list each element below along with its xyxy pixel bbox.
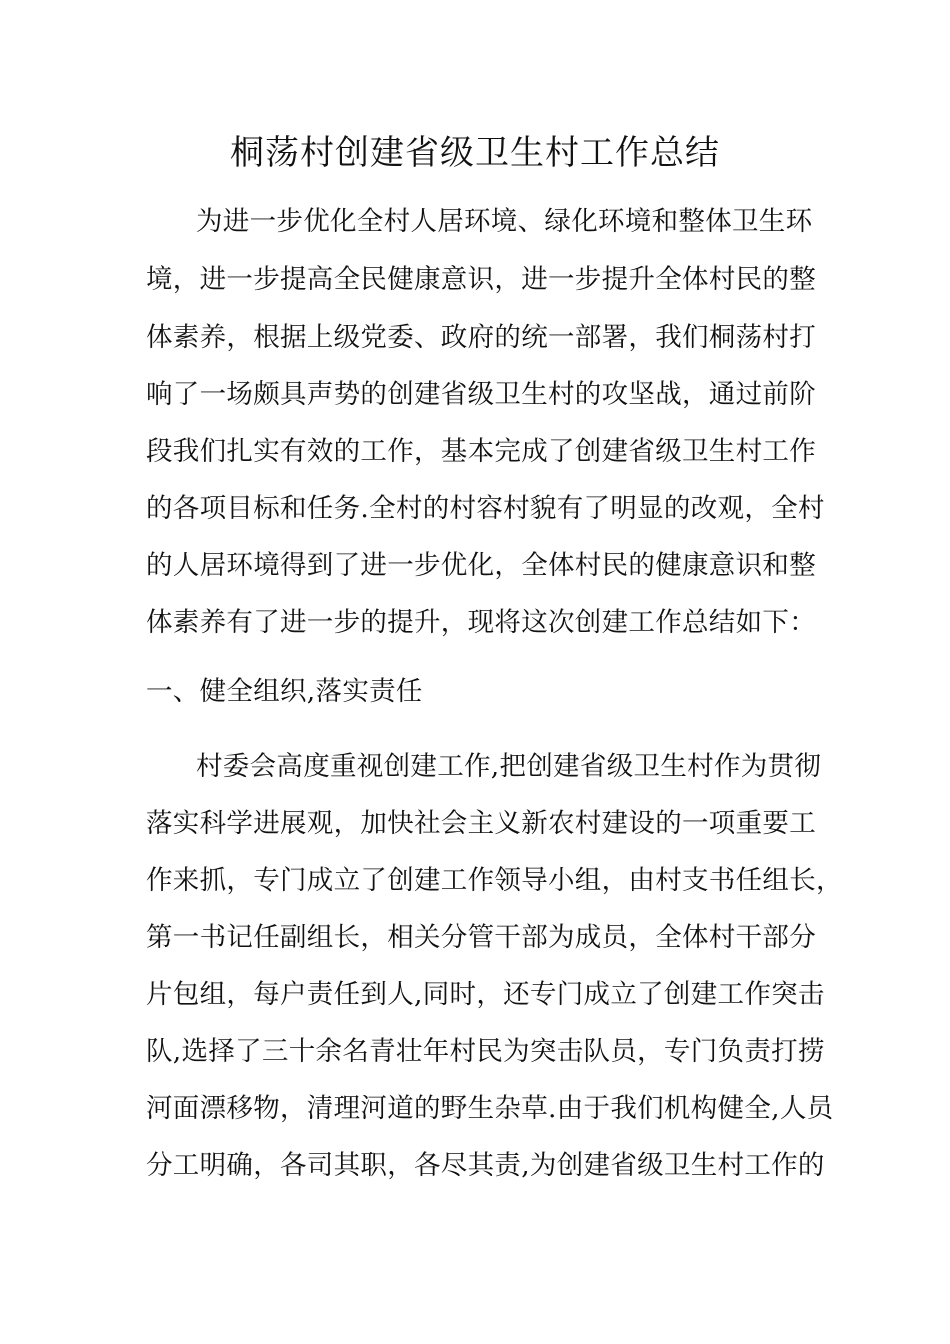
paragraph-line: 队,选择了三十余名青壮年村民为突击队员，专门负责打捞 bbox=[146, 1036, 825, 1067]
paragraph-line: 体素养有了进一步的提升，现将这次创建工作总结如下： bbox=[146, 607, 816, 638]
paragraph-line: 为进一步优化全村人居环境、绿化环境和整体卫生环 bbox=[196, 206, 813, 237]
section-heading: 一、健全组织,落实责任 bbox=[146, 676, 423, 707]
paragraph-line: 的人居环境得到了进一步优化，全体村民的健康意识和整 bbox=[146, 550, 816, 581]
document-title: 桐荡村创建省级卫生村工作总结 bbox=[230, 133, 720, 173]
paragraph-line: 落实科学进展观，加快社会主义新农村建设的一项重要工 bbox=[146, 808, 816, 839]
paragraph-line: 河面漂移物，清理河道的野生杂草.由于我们机构健全,人员 bbox=[146, 1093, 834, 1124]
paragraph-line: 体素养，根据上级党委、政府的统一部署，我们桐荡村打 bbox=[146, 322, 816, 353]
paragraph-line: 片包组，每户责任到人,同时，还专门成立了创建工作突击 bbox=[146, 979, 825, 1010]
paragraph-line: 的各项目标和任务.全村的村容村貌有了明显的改观，全村 bbox=[146, 493, 825, 524]
paragraph-line: 段我们扎实有效的工作，基本完成了创建省级卫生村工作 bbox=[146, 436, 816, 467]
paragraph-line: 第一书记任副组长，相关分管干部为成员，全体村干部分 bbox=[146, 922, 816, 953]
paragraph-line: 分工明确，各司其职，各尽其责,为创建省级卫生村工作的 bbox=[146, 1150, 825, 1181]
paragraph-line: 作来抓，专门成立了创建工作领导小组，由村支书任组长， bbox=[146, 865, 843, 896]
paragraph-line: 响了一场颇具声势的创建省级卫生村的攻坚战，通过前阶 bbox=[146, 379, 816, 410]
paragraph-line: 境，进一步提高全民健康意识，进一步提升全体村民的整 bbox=[146, 264, 816, 295]
paragraph-line: 村委会高度重视创建工作,把创建省级卫生村作为贯彻 bbox=[196, 751, 822, 782]
